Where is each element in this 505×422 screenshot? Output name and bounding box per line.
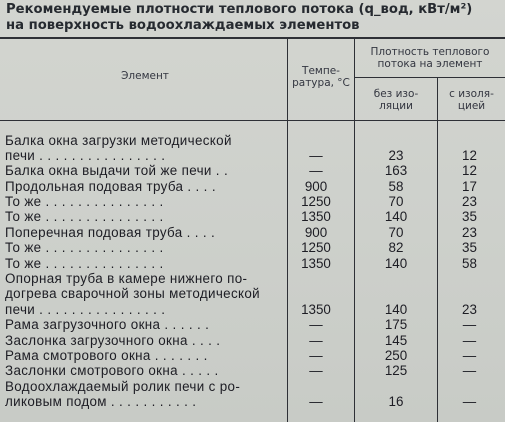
table-row [0,302,505,317]
table-row [0,348,505,363]
cell-element: Заслонки смотрового окна . . . . . [5,363,219,378]
table-row [0,133,505,148]
cell-with-insulation: — [462,348,477,363]
table-row [0,163,505,178]
cell-temperature: 1250 [301,240,331,255]
cell-temperature: 900 [304,225,328,240]
cell-with-insulation: 35 [462,240,477,255]
cell-temperature: — [309,333,323,348]
table-row [0,333,505,348]
header-element: Элемент [121,70,169,82]
table-row [0,317,505,332]
cell-temperature: — [309,348,323,363]
cell-without-insulation: 140 [384,302,408,317]
cell-element: Опорная труба в камере нижнего по- [5,271,248,286]
cell-with-insulation: — [462,363,477,378]
cell-without-insulation: 23 [388,148,404,163]
table-row [0,286,505,301]
cell-temperature: — [309,363,323,378]
cell-without-insulation: 163 [384,163,408,178]
cell-with-insulation: 58 [462,256,477,271]
cell-element: Рама загрузочного окна . . . . . . [5,317,210,332]
table-row [0,209,505,224]
cell-without-insulation: 70 [388,225,404,240]
header-flux-group: Плотность теплового потока на элемент [370,46,490,70]
cell-temperature: 1350 [301,209,331,224]
cell-with-insulation: 12 [462,148,477,163]
table-top-rule [0,37,505,39]
cell-element: То же . . . . . . . . . . . . . . . [5,240,164,255]
table-row [0,179,505,194]
cell-element: печи . . . . . . . . . . . . . . . . [5,302,166,317]
cell-temperature: — [309,317,323,332]
cell-element: Заслонка загрузочного окна . . . . [5,333,221,348]
header-temperature: Темпе- ратура, °С [292,65,350,89]
cell-element: Продольная подовая труба . . . . [5,179,216,194]
cell-element: То же . . . . . . . . . . . . . . . [5,209,164,224]
cell-element: То же . . . . . . . . . . . . . . . [5,194,164,209]
table-row [0,148,505,163]
header-bottom-rule [0,120,505,121]
cell-without-insulation: 16 [388,394,404,409]
cell-element: Балка окна загрузки методической [5,133,232,148]
cell-element: Рама смотрового окна . . . . . . . [5,348,208,363]
table-title [6,2,501,34]
cell-element: То же . . . . . . . . . . . . . . . [5,256,164,271]
cell-temperature: 900 [304,179,328,194]
cell-without-insulation: 125 [384,363,408,378]
cell-temperature: 1350 [301,302,331,317]
title-line-2: на поверхность водоохлаждаемых элементов [6,18,360,33]
cell-without-insulation: 58 [388,179,404,194]
cell-temperature: 1250 [301,194,331,209]
cell-with-insulation: 23 [462,302,477,317]
cell-without-insulation: 175 [384,317,408,332]
cell-element: Поперечная подовая труба . . . . [5,225,216,240]
cell-element: ликовым подом . . . . . . . . . . . [5,394,197,409]
cell-with-insulation: 23 [462,194,477,209]
cell-with-insulation: 35 [462,209,477,224]
table-row [0,256,505,271]
cell-without-insulation: 250 [384,348,408,363]
cell-element: Водоохлаждаемый ролик печи с ро- [5,379,241,394]
table-row [0,240,505,255]
table-row [0,194,505,209]
table-row [0,225,505,240]
cell-with-insulation: — [462,333,477,348]
cell-element: догрева сварочной зоны методической [5,286,261,301]
cell-element: печи . . . . . . . . . . . . . . . . [5,148,166,163]
cell-with-insulation: 12 [462,163,477,178]
table-row [0,271,505,286]
cell-element: Балка окна выдачи той же печи . . [5,163,229,178]
cell-temperature: 1350 [301,256,331,271]
cell-without-insulation: 145 [384,333,408,348]
cell-temperature: — [309,394,323,409]
cell-without-insulation: 70 [388,194,404,209]
flux-group-rule [355,77,505,78]
cell-without-insulation: 82 [388,240,404,255]
cell-with-insulation: 23 [462,225,477,240]
table-row [0,394,505,409]
cell-with-insulation: — [462,394,477,409]
title-line-1: Рекомендуемые плотности теплового потока (q_вод, кВт/м²) [6,2,473,17]
header-with-insulation: с изоля- цией [449,88,494,112]
cell-with-insulation: 17 [462,179,477,194]
cell-temperature: — [309,163,323,178]
cell-with-insulation: — [462,317,477,332]
table-row [0,379,505,394]
cell-temperature: — [309,148,323,163]
cell-without-insulation: 140 [384,209,408,224]
cell-without-insulation: 140 [384,256,408,271]
header-without-insulation: без изо- ляции [373,88,419,112]
table-row [0,363,505,378]
